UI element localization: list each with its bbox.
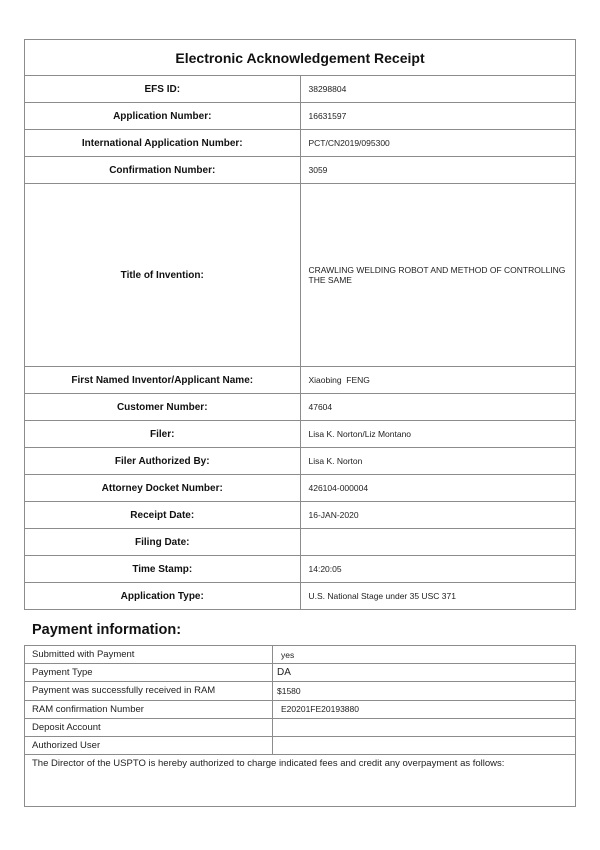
receipt-row-international-application-number xyxy=(25,130,576,157)
row-value: 47604 xyxy=(300,394,576,421)
row-label: Filing Date: xyxy=(25,529,301,556)
row-value: 16631597 xyxy=(300,103,576,130)
receipt-row-efs-id xyxy=(25,76,576,103)
row-value: PCT/CN2019/095300 xyxy=(300,130,576,157)
row-label: Customer Number: xyxy=(25,394,301,421)
row-value: U.S. National Stage under 35 USC 371 xyxy=(300,583,576,610)
row-label: Attorney Docket Number: xyxy=(25,475,301,502)
row-label: Title of Invention: xyxy=(25,184,301,367)
receipt-row-attorney-docket-number xyxy=(25,475,576,502)
row-value: DA xyxy=(273,664,576,682)
payment-row-ram-confirmation-number xyxy=(25,700,576,718)
receipt-row-confirmation-number xyxy=(25,157,576,184)
row-label: RAM confirmation Number xyxy=(25,700,273,718)
row-label: Authorized User xyxy=(25,736,273,754)
receipt-row-title-of-invention xyxy=(25,184,576,367)
row-value: Lisa K. Norton xyxy=(300,448,576,475)
row-label: Application Type: xyxy=(25,583,301,610)
row-value: 16-JAN-2020 xyxy=(300,502,576,529)
receipt-row-receipt-date xyxy=(25,502,576,529)
receipt-title: Electronic Acknowledgement Receipt xyxy=(25,40,576,76)
receipt-row-filer xyxy=(25,421,576,448)
receipt-table xyxy=(24,39,576,610)
row-label: Filer Authorized By: xyxy=(25,448,301,475)
row-label: Payment was successfully received in RAM xyxy=(25,682,273,700)
row-value: Xiaobing FENG xyxy=(300,367,576,394)
payment-row-authorization xyxy=(25,755,576,807)
receipt-row-customer-number xyxy=(25,394,576,421)
receipt-row-filing-date xyxy=(25,529,576,556)
payment-row-deposit-account xyxy=(25,718,576,736)
row-value: 14:20:05 xyxy=(300,556,576,583)
payment-table xyxy=(24,645,576,807)
payment-row-submitted-with-payment xyxy=(25,646,576,664)
payment-row-payment-received xyxy=(25,682,576,700)
row-value: CRAWLING WELDING ROBOT AND METHOD OF CONTROLLING THE SAME xyxy=(300,184,576,367)
row-label: Application Number: xyxy=(25,103,301,130)
row-value xyxy=(273,736,576,754)
row-label: First Named Inventor/Applicant Name: xyxy=(25,367,301,394)
row-value: 426104-000004 xyxy=(300,475,576,502)
receipt-row-filer-authorized-by xyxy=(25,448,576,475)
row-value: yes xyxy=(273,646,576,664)
row-label: Payment Type xyxy=(25,664,273,682)
row-value: E20201FE20193880 xyxy=(273,700,576,718)
row-label: Receipt Date: xyxy=(25,502,301,529)
row-value: 38298804 xyxy=(300,76,576,103)
row-label: Confirmation Number: xyxy=(25,157,301,184)
row-value: $1580 xyxy=(273,682,576,700)
payment-row-authorized-user xyxy=(25,736,576,754)
row-label: EFS ID: xyxy=(25,76,301,103)
payment-row-payment-type xyxy=(25,664,576,682)
receipt-row-application-type xyxy=(25,583,576,610)
row-label: Deposit Account xyxy=(25,718,273,736)
row-label: International Application Number: xyxy=(25,130,301,157)
row-label: Filer: xyxy=(25,421,301,448)
row-value: Lisa K. Norton/Liz Montano xyxy=(300,421,576,448)
payment-heading: Payment information: xyxy=(32,622,182,638)
row-value xyxy=(300,529,576,556)
row-label: Time Stamp: xyxy=(25,556,301,583)
authorization-text: The Director of the USPTO is hereby authorized to charge indicated fees and credit any overpayment as follows: xyxy=(25,755,576,807)
receipt-row-application-number xyxy=(25,103,576,130)
row-value: 3059 xyxy=(300,157,576,184)
row-label: Submitted with Payment xyxy=(25,646,273,664)
row-value xyxy=(273,718,576,736)
receipt-row-first-named-inventor xyxy=(25,367,576,394)
receipt-row-time-stamp xyxy=(25,556,576,583)
